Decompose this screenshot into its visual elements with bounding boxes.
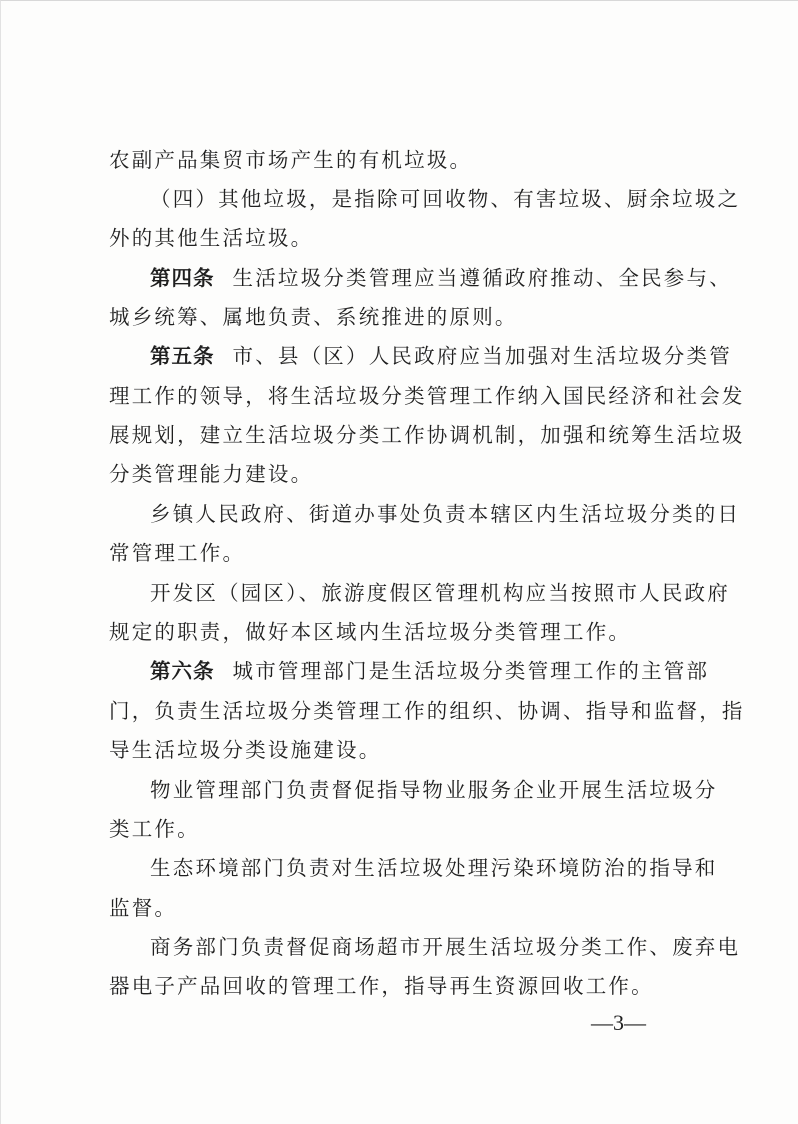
text-line: 展规划，建立生活垃圾分类工作协调机制，加强和统筹生活垃圾 xyxy=(109,423,745,447)
article-five-line: 第五条 市、县（区）人民政府应当加强对生活垃圾分类管 xyxy=(150,344,732,368)
text-line: 规定的职责，做好本区域内生活垃圾分类管理工作。 xyxy=(109,620,632,644)
text-line: 外的其他生活垃圾。 xyxy=(109,226,314,250)
article-six-line: 第六条 城市管理部门是生活垃圾分类管理工作的主管部 xyxy=(150,659,710,683)
text-line: 理工作的领导，将生活垃圾分类管理工作纳入国民经济和社会发 xyxy=(109,384,745,408)
article-heading: 第四条 xyxy=(150,266,215,290)
page-number: —3— xyxy=(591,1010,646,1035)
text-line: 城乡统筹、属地负责、系统推进的原则。 xyxy=(109,305,518,329)
article-heading: 第六条 xyxy=(150,659,215,683)
text-line: 商务部门负责督促商场超市开展生活垃圾分类工作、废弃电 xyxy=(150,935,741,959)
text-line: 乡镇人民政府、街道办事处负责本辖区内生活垃圾分类的日 xyxy=(150,502,741,526)
text-line: 监督。 xyxy=(109,896,178,920)
text-line: 门，负责生活垃圾分类管理工作的组织、协调、指导和监督，指 xyxy=(109,699,745,723)
article-four-line: 第四条 生活垃圾分类管理应当遵循政府推动、全民参与、 xyxy=(150,266,732,290)
text-line: 开发区（园区）、旅游度假区管理机构应当按照市人民政府 xyxy=(150,581,730,605)
article-heading: 第五条 xyxy=(150,344,215,368)
text-line: 器电子产品回收的管理工作，指导再生资源回收工作。 xyxy=(109,974,654,998)
text-line: 常管理工作。 xyxy=(109,541,246,565)
text-line: 分类管理能力建设。 xyxy=(109,462,314,486)
text-line: 类工作。 xyxy=(109,817,200,841)
text-line: （四）其他垃圾，是指除可回收物、有害垃圾、厨余垃圾之 xyxy=(150,187,741,211)
text-line: 农副产品集贸市场产生的有机垃圾。 xyxy=(109,148,473,172)
text-line: 导生活垃圾分类设施建设。 xyxy=(109,738,382,762)
text-line: 物业管理部门负责督促指导物业服务企业开展生活垃圾分 xyxy=(150,778,718,802)
text-line: 生态环境部门负责对生活垃圾处理污染环境防治的指导和 xyxy=(150,856,718,880)
